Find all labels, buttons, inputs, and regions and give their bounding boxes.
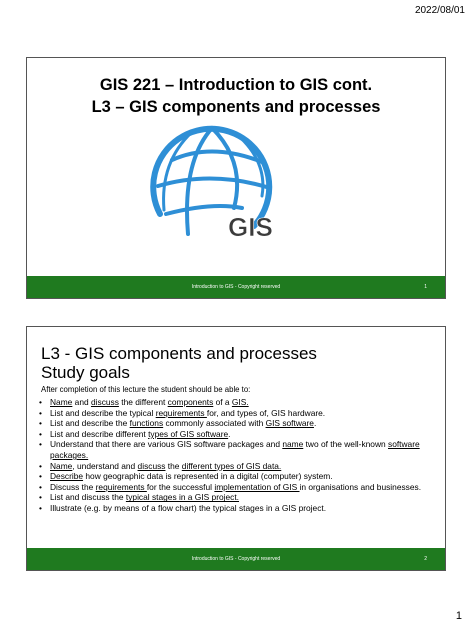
- gis-globe-logo: [142, 122, 282, 246]
- logo-text: GIS: [228, 212, 273, 242]
- study-goal-text: requirements: [95, 481, 147, 492]
- study-goal-text: typical stages in a GIS project.: [125, 492, 240, 503]
- slide-1-title: [27, 74, 445, 118]
- study-goal-item: [37, 408, 437, 419]
- page-number: 1: [455, 610, 462, 622]
- study-goal-text: name: [282, 439, 304, 450]
- slide-2-title: [41, 344, 317, 382]
- study-goal-item: [37, 429, 437, 440]
- slide-2-title-line-2: Study goals: [41, 363, 130, 382]
- study-goal-text: components: [167, 397, 214, 407]
- study-goal-text: .: [313, 418, 317, 429]
- study-goal-item: [37, 503, 437, 514]
- study-goal-item: [37, 492, 437, 503]
- study-goal-text: discuss: [137, 460, 166, 471]
- study-goal-item: [37, 471, 437, 482]
- study-goal-text: the: [165, 460, 182, 471]
- study-goal-text: requirements: [155, 407, 207, 418]
- study-goal-text: GIS software: [265, 418, 314, 429]
- slide-1-footer: [27, 276, 445, 298]
- study-goal-text: different types of GIS data.: [181, 460, 282, 471]
- study-goal-item: [37, 418, 437, 429]
- slide-1-title-line-1: GIS 221 – Introduction to GIS cont.: [99, 76, 373, 94]
- study-goal-text: Describe: [50, 471, 84, 482]
- study-goal-item: [37, 439, 437, 460]
- slide-1-title-line-2: L3 – GIS components and processes: [91, 98, 381, 116]
- study-goal-text: commonly associated with: [163, 418, 266, 429]
- study-goal-text: Illustrate (e.g. by means of a flow chart) the typical stages in a GIS project.: [50, 502, 327, 513]
- study-goal-text: List and describe the: [50, 418, 130, 429]
- study-goal-item: [37, 482, 437, 493]
- slide-1-footer-text: Introduction to GIS - Copyright reserved: [191, 284, 281, 290]
- study-goal-text: of a: [213, 397, 232, 407]
- study-goal-text: for the successful: [146, 481, 215, 492]
- study-goal-text: , understand and: [72, 460, 138, 471]
- slide-1-number: 1: [424, 284, 427, 290]
- study-goal-text: for, and types of, GIS hardware.: [206, 407, 326, 418]
- study-goal-text: in organisations and businesses.: [299, 481, 422, 492]
- study-goals-list: [37, 397, 437, 514]
- study-goal-text: software packages.: [50, 439, 420, 460]
- study-goal-text: GIS.: [231, 397, 249, 407]
- study-goal-text: List and describe the typical: [50, 407, 156, 418]
- slide-2-number: 2: [424, 556, 427, 562]
- study-goal-text: how geographic data is represented in a digital (computer) system.: [83, 471, 333, 482]
- study-goal-text: Name: [50, 397, 73, 407]
- study-goal-text: discuss: [90, 397, 119, 407]
- study-goal-text: List and discuss the: [50, 492, 126, 503]
- study-goal-text: List and describe different: [50, 428, 149, 439]
- study-goal-text: and: [72, 397, 91, 407]
- study-goal-text: Name: [50, 460, 73, 471]
- slide-1: [26, 57, 446, 299]
- page-date: 2022/08/01: [414, 5, 465, 16]
- study-goal-text: Understand that there are various GIS software packages and: [50, 439, 283, 450]
- study-goal-text: the different: [118, 397, 168, 407]
- study-goal-text: types of GIS software: [148, 428, 229, 439]
- study-goal-text: two of the well-known: [303, 439, 388, 450]
- study-goal-text: implementation of GIS: [214, 481, 300, 492]
- study-goal-text: .: [228, 428, 231, 439]
- study-goal-item: [37, 397, 437, 408]
- slide-2-subtitle: After completion of this lecture the student should be able to:: [41, 385, 251, 394]
- slide-2: [26, 326, 446, 571]
- slide-2-footer-text: Introduction to GIS - Copyright reserved: [191, 556, 281, 562]
- study-goal-item: [37, 461, 437, 472]
- study-goal-text: Discuss the: [50, 481, 96, 492]
- slide-2-footer: [27, 548, 445, 570]
- study-goal-text: functions: [129, 418, 164, 429]
- slide-2-title-line-1: L3 - GIS components and processes: [41, 344, 317, 363]
